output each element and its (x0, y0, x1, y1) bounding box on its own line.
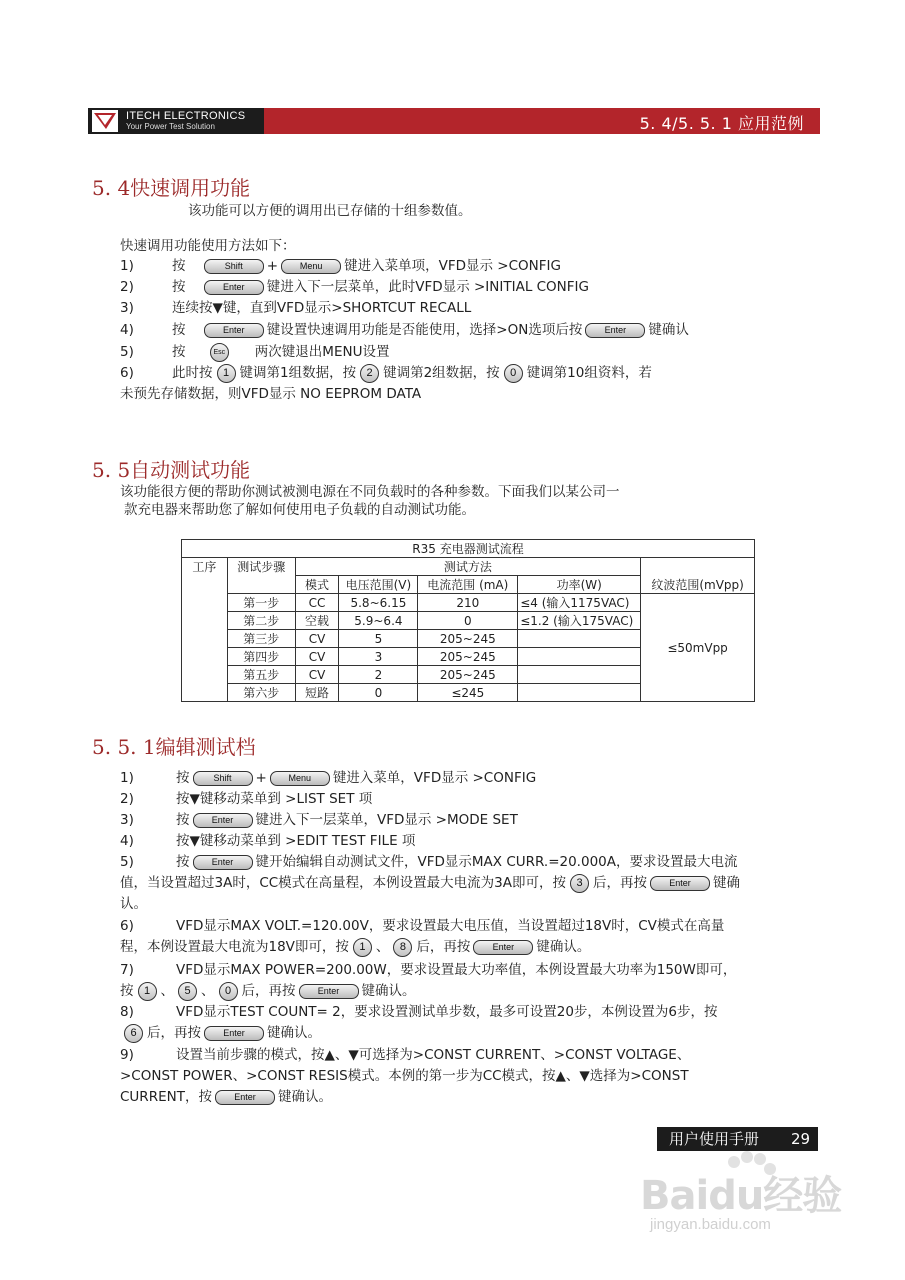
section-5-5-intro-2: 款充电器来帮助您了解如何使用电子负载的自动测试功能。 (124, 502, 475, 518)
key-3: 3 (570, 874, 589, 893)
r35-test-table (181, 539, 755, 702)
table-row: 第二步 空载 5.9~6.4 0 ≤1.2 (输入175VAC) (182, 612, 755, 630)
key-1: 1 (217, 364, 236, 383)
s551-step-8: 8) VFD显示TEST COUNT= 2，要求设置测试单步数，最多可设置20步，本例设置为6步，按6 后，再按 Enter 键确认。 (120, 1004, 718, 1041)
shift-key: Shift (193, 771, 253, 786)
sub-header-ripple: 纹波范围(mVpp) (641, 576, 755, 594)
section-5-5-intro-1: 该功能很方便的帮助你测试被测电源在不同负载时的各种参数。下面我们以某公司一 (120, 484, 620, 500)
s551-step-9: 9) 设置当前步骤的模式，按▲、▼可选择为>CONST CURRENT、>CONST VOLTAGE、>CONST POWER、>CONST RESIS模式。本例的第一步为CC模式，按▲、▼选择为>CONST CURRENT，按 Enter 键确认。 (120, 1047, 691, 1105)
watermark-logo: Baidu经验 (640, 1173, 842, 1219)
s551-step-2: 2) 按▼键移动菜单到 >LIST SET 项 (120, 791, 373, 807)
enter-key: Enter (299, 984, 359, 999)
table-title: R35 充电器测试流程 (182, 540, 755, 558)
watermark-url: jingyan.baidu.com (650, 1216, 771, 1233)
s54-step-1: 1) 按 Shift + Menu 键进入菜单项，VFD显示 >CONFIG (120, 258, 561, 274)
s54-step-3: 3) 连续按▼键，直到VFD显示>SHORTCUT RECALL (120, 300, 472, 316)
s551-step-5: 5) 按 Enter 键开始编辑自动测试文件，VFD显示MAX CURR.=20.000A，要求设置最大电流值，当设置超过3A时，CC模式在高量程，本例设置最大电流为3A即可，按 3 后，再按 Enter 键确认。 (120, 854, 741, 912)
section-reference: 5. 4/5. 5. 1 应用范例 (639, 114, 804, 133)
shift-key: Shift (204, 259, 264, 274)
section-5-4-howto: 快速调用功能使用方法如下： (120, 238, 296, 254)
manual-label: 用户使用手册 (669, 1130, 760, 1148)
table-row: 第三步 CV 5 205~245 (182, 630, 755, 648)
key-8: 8 (393, 938, 412, 957)
s54-step-4: 4) 按 Enter 键设置快速调用功能是否能使用，选择>ON选项后按 Enter 键确认 (120, 322, 689, 338)
brand-tagline: Your Power Test Solution (126, 121, 215, 131)
key-0: 0 (504, 364, 523, 383)
key-1: 1 (353, 938, 372, 957)
col-step: 测试步骤 (227, 558, 295, 594)
s54-step-2: 2) 按 Enter 键进入下一层菜单，此时VFD显示 >INITIAL CONFIG (120, 279, 589, 295)
baidu-watermark (640, 1150, 860, 1240)
header-bar (264, 108, 820, 134)
enter-key: Enter (193, 855, 253, 870)
s551-step-3: 3) 按 Enter 键进入下一层菜单，VFD显示 >MODE SET (120, 812, 518, 828)
table-row: 第四步 CV 3 205~245 (182, 648, 755, 666)
key-2: 2 (360, 364, 379, 383)
table-row: 第六步 短路 0 ≤245 (182, 684, 755, 702)
enter-key: Enter (204, 1026, 264, 1041)
section-5-4-title: 5. 4快速调用功能 (92, 176, 251, 200)
sub-header-voltage: 电压范围(V) (339, 576, 418, 594)
enter-key: Enter (473, 940, 533, 955)
s551-step-4: 4) 按▼键移动菜单到 >EDIT TEST FILE 项 (120, 833, 416, 849)
table-row: 第五步 CV 2 205~245 (182, 666, 755, 684)
itech-logo-icon (92, 110, 118, 132)
s551-step-1: 1) 按 Shift + Menu 键进入菜单，VFD显示 >CONFIG (120, 770, 537, 786)
menu-key: Menu (270, 771, 330, 786)
s551-step-7: 7) VFD显示MAX POWER=200.00W，要求设置最大功率值，本例设置最大功率为150W即可，按 1 、 5 、 0 后，再按 Enter 键确认。 (120, 962, 737, 999)
table-row: 第一步 CC 5.8~6.15 210 ≤4 (输入1175VAC) ≤50mVpp (182, 594, 755, 612)
sub-header-power: 功率(W) (518, 576, 641, 594)
key-5: 5 (178, 982, 197, 1001)
s54-step-6-cont: 未预先存储数据，则VFD显示 NO EEPROM DATA (120, 386, 422, 402)
brand-logo (88, 108, 264, 134)
enter-key: Enter (193, 813, 253, 828)
s54-step-5: 5) 按 Esc 两次键退出MENU设置 (120, 344, 390, 360)
section-5-5-title: 5. 5自动测试功能 (92, 458, 251, 482)
s54-step-6: 6) 此时按 1 键调第1组数据，按 2 键调第2组数据，按 0 键调第10组资料，若 (120, 365, 652, 381)
section-5-4-intro: 该功能可以方便的调用出已存储的十组参数值。 (188, 203, 472, 219)
key-0: 0 (219, 982, 238, 1001)
esc-key: Esc (210, 343, 229, 362)
enter-key: Enter (204, 280, 264, 295)
col-method: 测试方法 (295, 558, 641, 576)
enter-key: Enter (204, 323, 264, 338)
footer-page-label (657, 1127, 818, 1151)
ripple-value: ≤50mVpp (641, 594, 755, 702)
menu-key: Menu (281, 259, 341, 274)
section-5-5-1-title: 5. 5. 1编辑测试档 (92, 735, 256, 759)
col-process: 工序 (182, 558, 228, 702)
key-6: 6 (124, 1024, 143, 1043)
enter-key: Enter (585, 323, 645, 338)
brand-name: ITECH ELECTRONICS (126, 109, 246, 122)
enter-key: Enter (650, 876, 710, 891)
enter-key: Enter (215, 1090, 275, 1105)
page-number: 29 (791, 1130, 811, 1148)
key-1: 1 (138, 982, 157, 1001)
sub-header-mode: 模式 (295, 576, 339, 594)
s551-step-6: 6) VFD显示MAX VOLT.=120.00V，要求设置最大电压值，当设置超过18V时，CV模式在高量程，本例设置最大电流为18V即可，按 1 、 8 后，再按 Enter 键确认。 (120, 918, 725, 955)
sub-header-current: 电流范围 (mA) (418, 576, 518, 594)
